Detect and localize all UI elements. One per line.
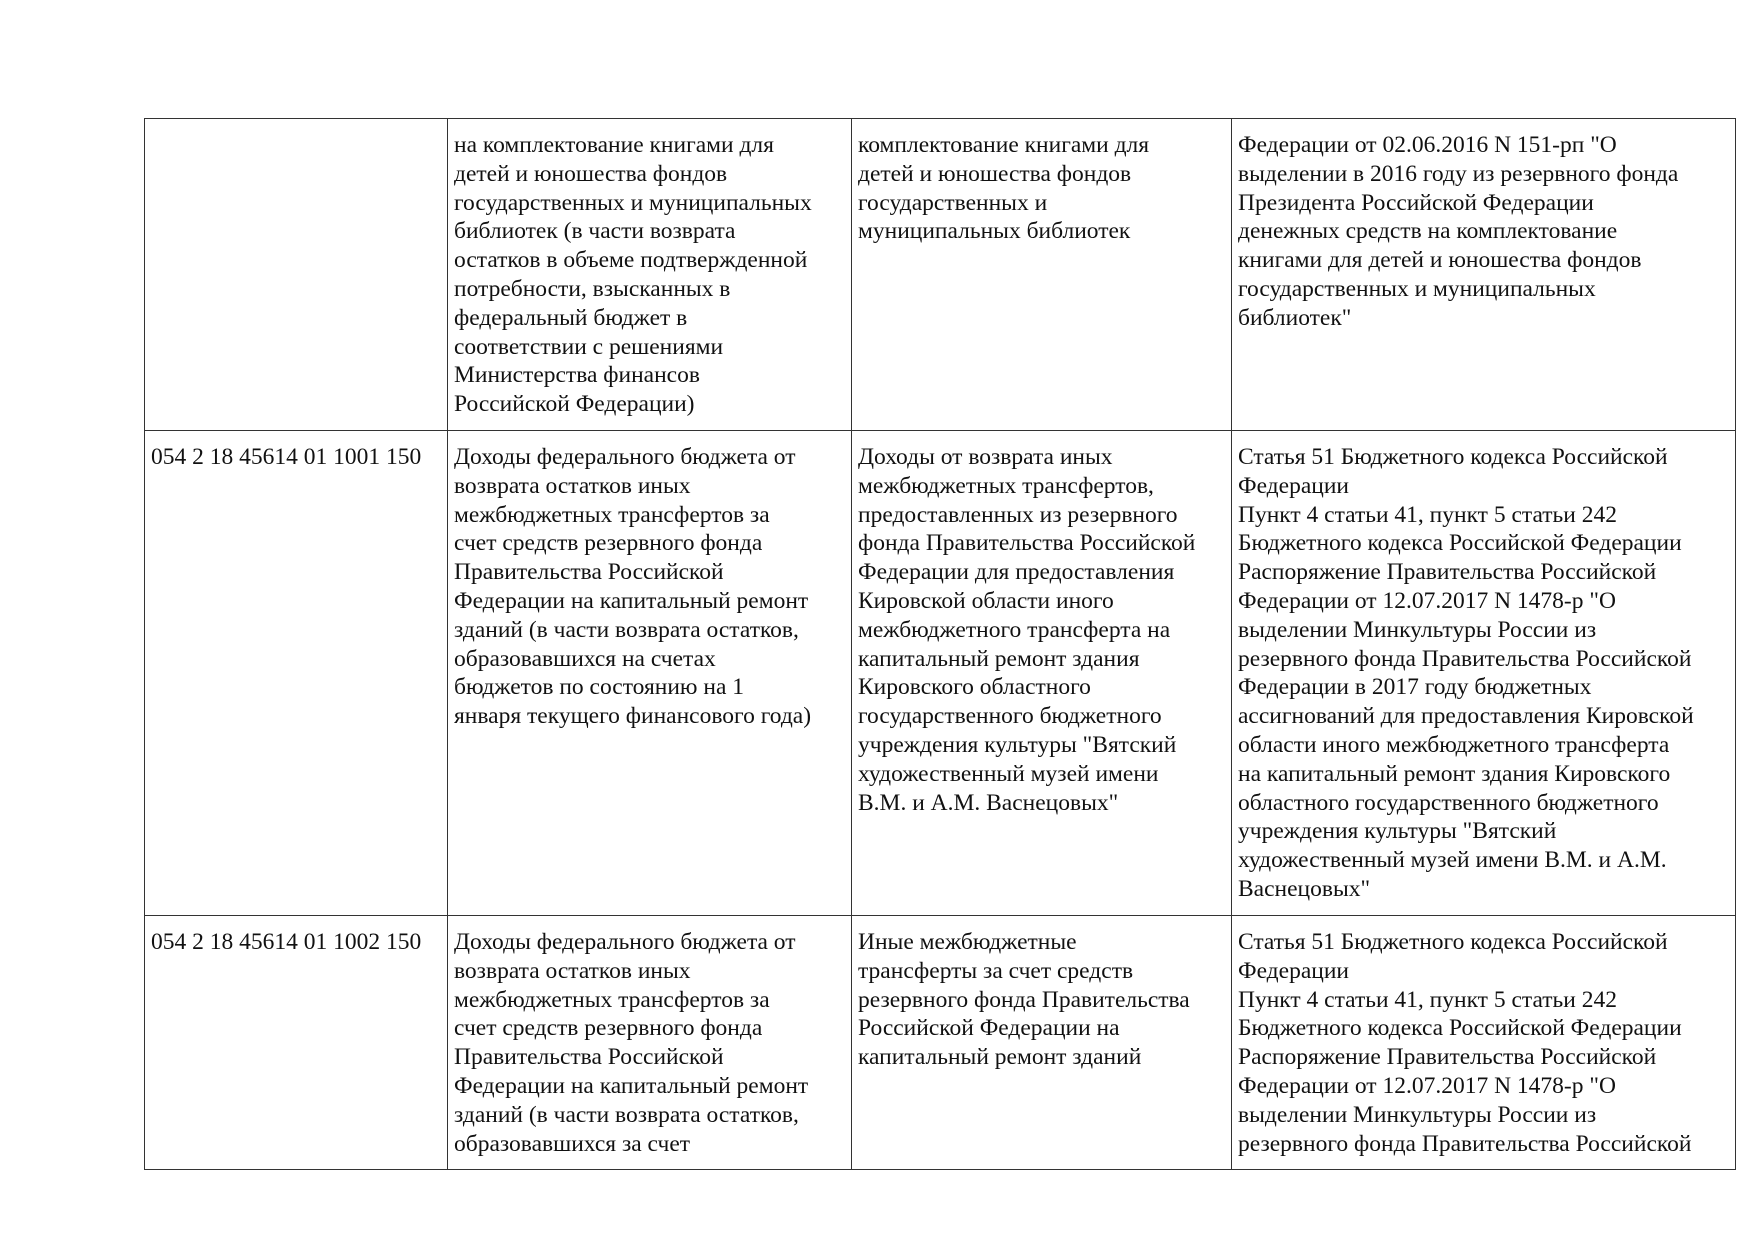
budget-codes-table	[144, 118, 1736, 1170]
description-cell: Иные межбюджетные трансферты за счет средств резервного фонда Правительства Российской Федерации на капитальный ремонт зданий	[852, 916, 1232, 1170]
basis-cell: Статья 51 Бюджетного кодекса Российской Федерации Пункт 4 статьи 41, пункт 5 статьи 242 Бюджетного кодекса Российской Федерации Распоряжение Правительства Российской Федерации от 12.07.2017 N 1478-р "О выделении Минкультуры России из резервного фонда Правительства Российской Федерации в 2017 году бюджетных ассигнований для предоставления Кировской области иного межбюджетного трансферта на капитальный ремонт здания Кировского областного государственного бюджетного учреждения культуры "Вятский художественный музей имени В.М. и А.М. Васнецовых"	[1232, 431, 1736, 916]
basis-cell: Федерации от 02.06.2016 N 151-рп "О выделении в 2016 году из резервного фонда Президента Российской Федерации денежных средств на комплектование книгами для детей и юношества фондов государственных и муниципальных библиотек"	[1232, 119, 1736, 431]
basis-cell: Статья 51 Бюджетного кодекса Российской Федерации Пункт 4 статьи 41, пункт 5 статьи 242 Бюджетного кодекса Российской Федерации Распоряжение Правительства Российской Федерации от 12.07.2017 N 1478-р "О выделении Минкультуры России из резервного фонда Правительства Российской	[1232, 916, 1736, 1170]
table-row	[145, 431, 1736, 916]
table-row	[145, 119, 1736, 431]
code-cell: 054 2 18 45614 01 1002 150	[145, 916, 448, 1170]
name-cell: Доходы федерального бюджета от возврата остатков иных межбюджетных трансфертов за счет средств резервного фонда Правительства Российской Федерации на капитальный ремонт зданий (в части возврата остатков, образовавшихся за счет	[448, 916, 852, 1170]
description-cell: комплектование книгами для детей и юношества фондов государственных и муниципальных библиотек	[852, 119, 1232, 431]
name-cell: на комплектование книгами для детей и юношества фондов государственных и муниципальных библиотек (в части возврата остатков в объеме подтвержденной потребности, взысканных в федеральный бюджет в соответствии с решениями Министерства финансов Российской Федерации)	[448, 119, 852, 431]
description-cell: Доходы от возврата иных межбюджетных трансфертов, предоставленных из резервного фонда Правительства Российской Федерации для предоставления Кировской области иного межбюджетного трансферта на капитальный ремонт здания Кировского областного государственного бюджетного учреждения культуры "Вятский художественный музей имени В.М. и А.М. Васнецовых"	[852, 431, 1232, 916]
table-row	[145, 916, 1736, 1170]
code-cell	[145, 119, 448, 431]
code-cell: 054 2 18 45614 01 1001 150	[145, 431, 448, 916]
name-cell: Доходы федерального бюджета от возврата остатков иных межбюджетных трансфертов за счет средств резервного фонда Правительства Российской Федерации на капитальный ремонт зданий (в части возврата остатков, образовавшихся на счетах бюджетов по состоянию на 1 января текущего финансового года)	[448, 431, 852, 916]
